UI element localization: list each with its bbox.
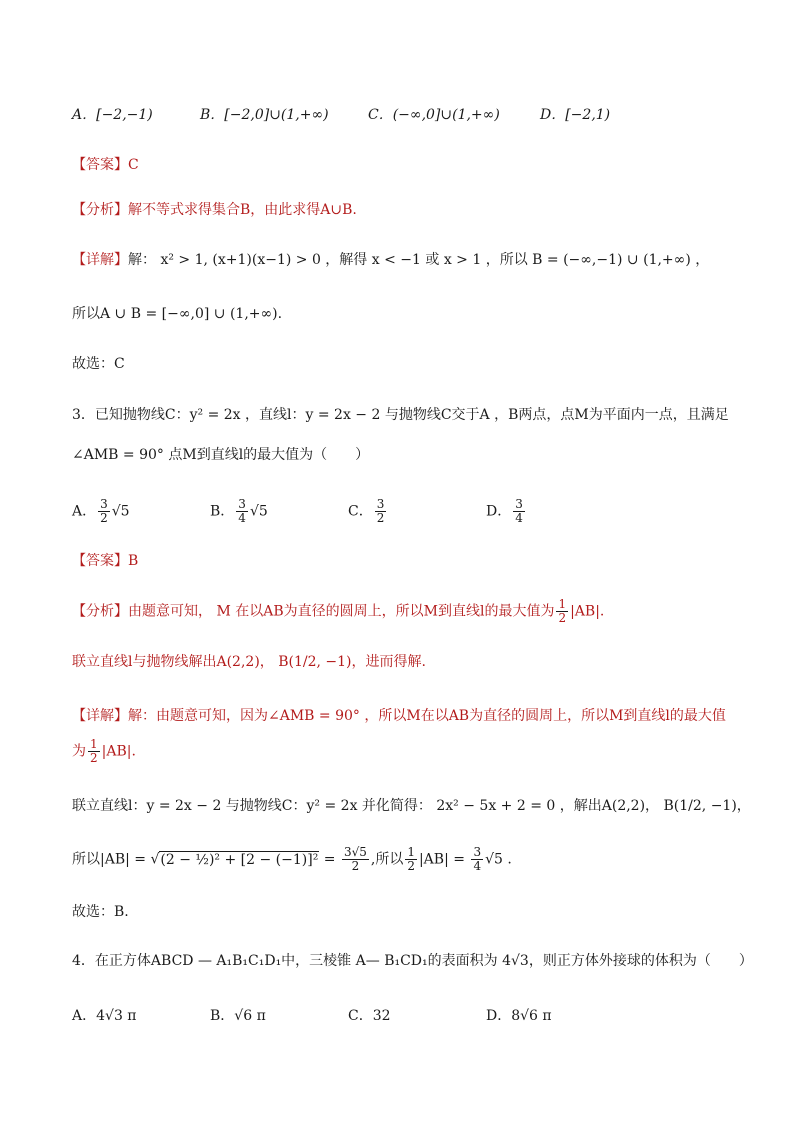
q4-option-d[interactable]: D．8√6 π [486, 1008, 552, 1024]
q3-detail-4 [72, 846, 732, 880]
q2-answer [72, 155, 732, 175]
q4-option-b[interactable]: B．√6 π [210, 1008, 266, 1024]
answer-value: C [128, 157, 139, 173]
q4-option-c[interactable]: C．32 [348, 1008, 391, 1024]
detail-text: 为 [72, 743, 86, 760]
detail-text: √5 . [485, 851, 512, 868]
q3-stem-1: 3．已知抛物线C：y² = 2x ，直线l：y = 2x − 2 与抛物线C交于A ，B两点，点M为平面内一点，且满足 [72, 407, 729, 423]
q3-detail-3 [72, 796, 751, 826]
q3-choose: 故选：B. [72, 904, 129, 920]
q3-option-b[interactable] [210, 498, 268, 525]
point-b: (1/2, −1) [288, 654, 352, 670]
q2-choose: 故选：C [72, 356, 125, 372]
analysis-text: |AB|. [570, 603, 605, 620]
analysis-text: 解不等式求得集合B，由此求得A∪B. [128, 202, 357, 218]
q2-detail [72, 250, 732, 270]
fraction: $\frac{3}{4}$ [238, 497, 246, 525]
detail-text: = [323, 851, 336, 868]
point-b: (1/2, −1) [673, 798, 737, 814]
q2-detail-2: 所以A ∪ B = [−∞,0] ∪ (1,+∞). [72, 306, 283, 322]
detail-text: 解：由题意可知，因为∠AMB = 90° ，所以M在以AB为直径的圆周上，所以M到直线l的最大值 [128, 708, 726, 724]
radical-sign: √ [150, 851, 160, 868]
radical: √5 [249, 503, 268, 520]
q2-option-d[interactable]: D．[−2,1) [540, 107, 611, 123]
answer-tag: 【答案】 [72, 553, 128, 569]
radicand: (2 − ½)² + [2 − (−1)]² [160, 851, 319, 868]
fraction: $\frac{1}{2}$ [90, 737, 98, 765]
q3-analysis-2 [72, 652, 732, 682]
q3-answer [72, 551, 732, 571]
fraction: $\frac{3}{4}$ [473, 845, 482, 873]
option-label: A． [72, 503, 97, 520]
analysis-tag: 【分析】 [72, 603, 128, 620]
q3-detail-1 [72, 706, 732, 726]
detail-text: 解： x² > 1, (x+1)(x−1) > 0 ，解得 x < −1 或 x > 1 ，所以 B = (−∞,−1) ∪ (1,+∞) ， [128, 252, 710, 268]
q3-option-a[interactable] [72, 498, 130, 525]
q4-stem: 4．在正方体ABCD — A₁B₁C₁D₁中，三棱锥 A— B₁CD₁的表面积为 4√3，则正方体外接球的体积为（ ） [72, 953, 753, 969]
answer-value: B [128, 553, 139, 569]
detail-text: ,所以 [370, 851, 404, 868]
q2-option-b[interactable]: B．[−2,0]∪(1,+∞) [200, 107, 329, 123]
q3-analysis [72, 598, 732, 628]
q4-option-a[interactable]: A．4√3 π [72, 1008, 137, 1024]
q3-option-c[interactable] [348, 498, 388, 525]
fraction: $\frac{3}{4}$ [515, 497, 523, 525]
detail-tag: 【详解】 [72, 252, 128, 268]
option-label: B． [210, 503, 235, 520]
option-label: D． [486, 503, 512, 520]
analysis-text: 由题意可知， M 在以AB为直径的圆周上，所以M到直线l的最大值为 [128, 603, 555, 620]
analysis-text: 联立直线l与抛物线解出A(2,2)， B [72, 654, 289, 670]
detail-text: ， [736, 798, 751, 814]
fraction: $\frac{3}{2}$ [100, 497, 108, 525]
q3-option-d[interactable] [486, 498, 527, 525]
q3-detail-2 [72, 738, 732, 768]
q3-options [72, 498, 732, 526]
radical: √5 [111, 503, 130, 520]
analysis-text: ，进而得解. [351, 654, 426, 670]
fraction: $\frac{1}{2}$ [407, 845, 415, 873]
q2-option-c[interactable]: C．(−∞,0]∪(1,+∞) [368, 107, 500, 123]
analysis-tag: 【分析】 [72, 202, 128, 218]
fraction: $\frac{3√5}{2}$ [343, 845, 367, 873]
option-label: C． [348, 503, 373, 520]
answer-tag: 【答案】 [72, 157, 128, 173]
fraction: $\frac{1}{2}$ [558, 597, 567, 625]
fraction: $\frac{3}{2}$ [376, 497, 385, 525]
detail-text: 联立直线l：y = 2x − 2 与抛物线C：y² = 2x 并化简得： 2x² − 5x + 2 = 0 ，解出A(2,2)， B [72, 798, 674, 814]
q3-stem-2: ∠AMB = 90° 点M到直线l的最大值为（ ） [72, 447, 370, 463]
detail-tag: 【详解】 [72, 708, 128, 724]
q2-option-a[interactable]: A．[−2,−1) [72, 107, 153, 123]
q2-analysis [72, 200, 732, 220]
detail-text: |AB|. [101, 743, 136, 760]
detail-text: |AB| = [418, 851, 465, 868]
detail-text: 所以|AB| = [72, 851, 147, 868]
